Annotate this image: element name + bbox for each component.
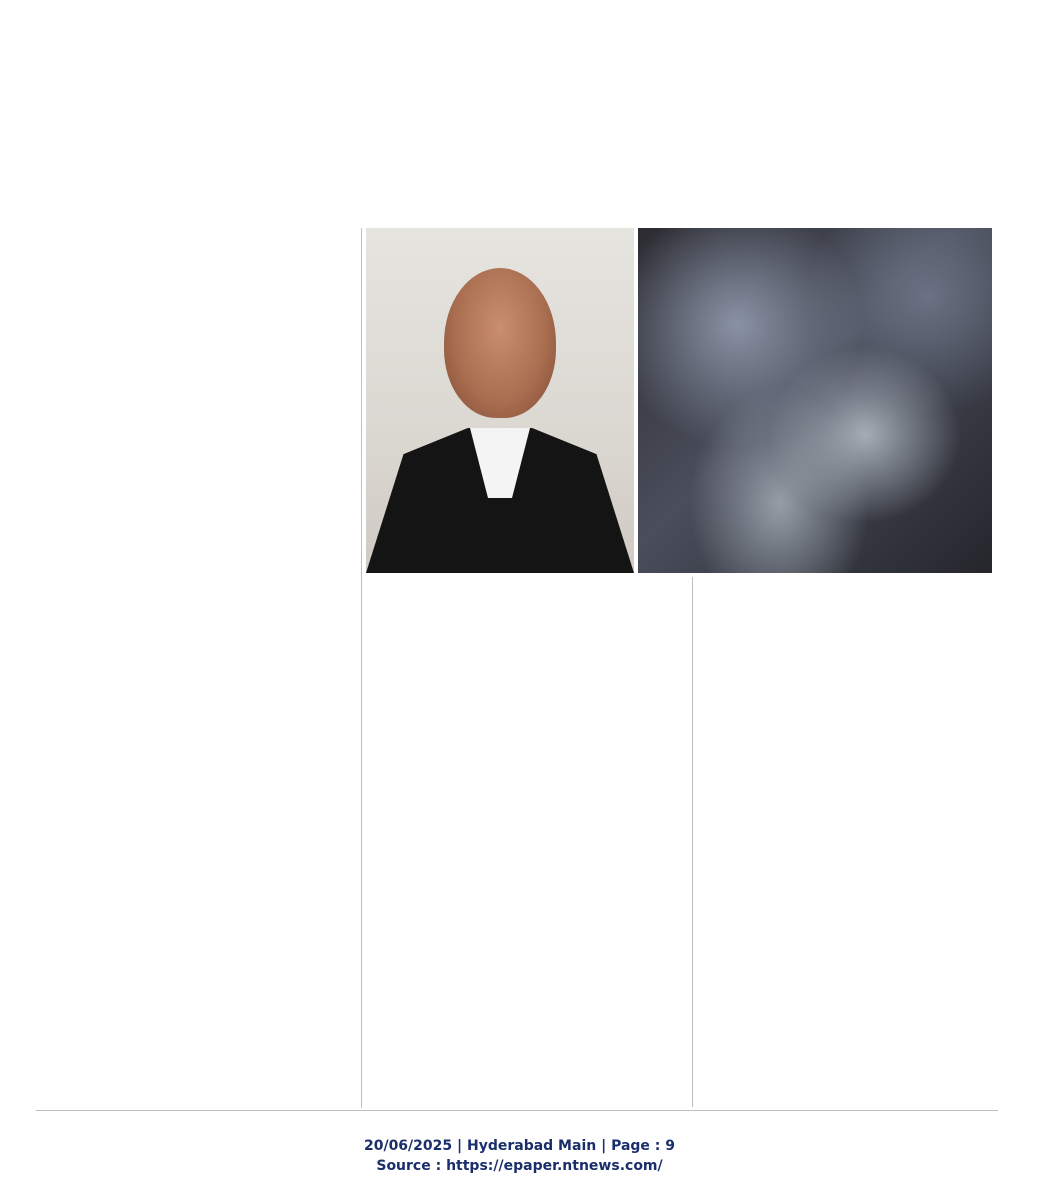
deck-line-1 [56, 230, 356, 256]
column-divider-2 [692, 577, 693, 1107]
justice-portrait-photo [366, 228, 634, 573]
footer-date-edition-page: 20/06/2025 | Hyderabad Main | Page : 9 [363, 1138, 676, 1154]
burnt-cash-photo [638, 228, 992, 573]
column-2-subhead-1 [368, 577, 686, 597]
column-divider-1 [361, 228, 362, 1108]
masthead-title [318, 8, 718, 72]
bottom-rule [36, 1110, 998, 1111]
article-column-2-continued [368, 936, 686, 1106]
footer-source: Source : https://epaper.ntnews.com/ [376, 1158, 663, 1174]
column-2-subhead-2 [368, 910, 686, 930]
deck-line-2 [56, 262, 356, 288]
article-column-1 [56, 300, 354, 1100]
headline [36, 140, 998, 210]
portrait-face [444, 268, 556, 418]
article-column-3 [698, 577, 998, 1107]
